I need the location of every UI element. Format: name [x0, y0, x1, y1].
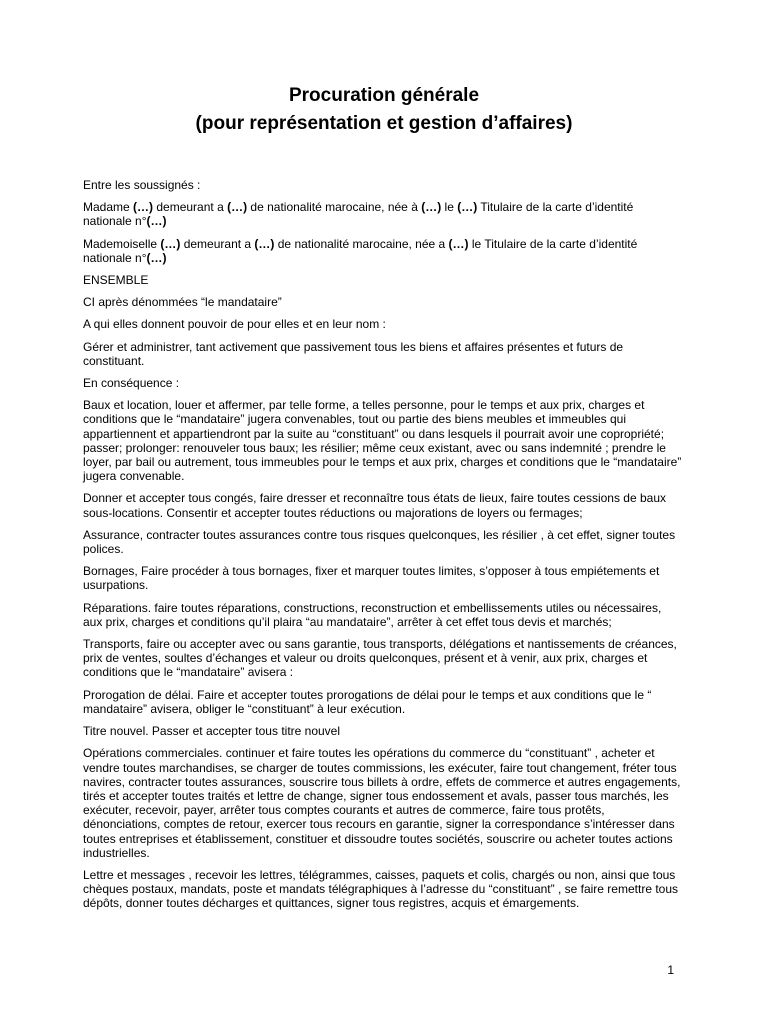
- text-span: demeurant a: [180, 236, 255, 251]
- placeholder-field: (…): [457, 200, 478, 215]
- paragraph-bornages: Bornages, Faire procéder à tous bornages, fixer et marquer toutes limites, s’opposer à tous empiétements et usurpations.: [83, 564, 660, 593]
- placeholder-field: (…): [448, 236, 469, 251]
- text-span: de nationalité marocaine, née a: [274, 236, 449, 251]
- paragraph-prorogation: Prorogation de délai. Faire et accepter toutes prorogations de délai pour le temps et aux conditions que le “ mandataire” avisera, obliger le “constituant” à leur exécution.: [83, 687, 652, 716]
- text-span: de nationalité marocaine, née à: [247, 200, 422, 215]
- placeholder-field: (…): [146, 214, 167, 229]
- placeholder-field: (…): [133, 200, 154, 215]
- paragraph-ensemble: ENSEMBLE: [83, 273, 149, 288]
- text-span: Titulaire de la carte d’identité nationale n°: [83, 200, 634, 229]
- paragraph-baux: Baux et location, louer et affermer, par telle forme, a telles personne, pour le temps et aux prix, charges et conditions que le “mandataire” jugera convenables, tout ou partie des biens meubles et immeubles qui appartiennent et appartiendront par la suite au “constituant” ou dans lesquels il pourrait avoir une copropriété; passer; prolonger: renouveler tous baux; les résilier; même ceux existant, avec ou sans indemnité ; prendre le loyer, par bail ou autrement, tous immeubles pour le temps et aux prix, charges et conditions que le “mandataire” jugera convenable.: [83, 398, 682, 484]
- placeholder-field: (…): [254, 236, 275, 251]
- placeholder-field: (…): [146, 250, 167, 265]
- document-subtitle: (pour représentation et gestion d’affaires): [195, 113, 573, 134]
- paragraph-assurance: Assurance, contracter toutes assurances contre tous risques quelconques, les résilier , à cet effet, signer toutes polices.: [83, 527, 676, 557]
- text-span: Mademoiselle: [83, 236, 161, 251]
- paragraph-mademoiselle: [83, 237, 683, 265]
- text-span: le Titulaire de la carte d’identité nationale n°: [83, 236, 638, 265]
- paragraph-en-consequence: En conséquence :: [83, 376, 180, 391]
- text-span: Madame: [83, 200, 134, 215]
- placeholder-field: (…): [227, 200, 248, 215]
- page-number: 1: [667, 963, 674, 977]
- paragraph-reparations: Réparations. faire toutes réparations, constructions, reconstruction et embellissements utiles ou nécessaires, aux prix, charges et conditions qu’il plaira “au mandataire”, arrêter à cet effet tous devis et marchés;: [83, 600, 662, 629]
- text-span: demeurant a: [153, 200, 228, 215]
- paragraph-a-qui: A qui elles donnent pouvoir de pour elles et en leur nom :: [83, 317, 386, 332]
- paragraph-lettres: Lettre et messages , recevoir les lettres, télégrammes, caisses, paquets et colis, chargés ou non, ainsi que tous chèques postaux, mandats, poste et mandats télégraphiques à l’adresse du “constituant” , se faire remettre tous dépôts, donner toutes décharges et quittances, signer tous registres, acquis et émargements.: [83, 867, 679, 911]
- paragraph-operations: Opérations commerciales. continuer et faire toutes les opérations du commerce du “constituant” , acheter et vendre toutes marchandises, se charger de toutes commissions, les exécuter, faire tout changement, fréter tous navires, contracter toutes assurances, souscrire tous billets à ordre, effets de commerce et autres engagements, tirés et accepter toutes traités et lettre de change, signer tous endossement et avals, passer tous marchés, les exécuter, recevoir, payer, arrêter tous comptes courants et autres de commerce, faire tous protêts, dénonciations, comptes de retour, exercer tous recours en garantie, signer la correspondance s’intéresser dans toutes entreprises et établissement, constituer et dissoudre toutes sociétés, souscrire ou acheter toutes actions industrielles.: [83, 746, 681, 860]
- paragraph-madame: [83, 200, 683, 228]
- placeholder-field: (…): [160, 236, 181, 251]
- document-body: [83, 178, 683, 919]
- paragraph-titre-nouvel: Titre nouvel. Passer et accepter tous titre nouvel: [83, 724, 341, 739]
- paragraph-ci-apres: CI après dénommées “le mandataire”: [83, 295, 282, 310]
- document-title: Procuration générale: [288, 85, 480, 106]
- paragraph-conges: Donner et accepter tous congés, faire dresser et reconnaître tous états de lieux, faire toutes cessions de baux sous-locations. Consentir et accepter toutes réductions ou majorations de loyers ou fermages;: [83, 491, 666, 520]
- text-span: le: [441, 200, 458, 215]
- placeholder-field: (…): [421, 200, 442, 215]
- paragraph-transports: Transports, faire ou accepter avec ou sans garantie, tous transports, délégations et nantissements de créances, prix de ventes, soultes d’échanges et valeur ou droits quelconques, présent et à venir, aux prix, charges et conditions que le “mandataire” avisera :: [83, 637, 677, 680]
- paragraph-gerer: Gérer et administrer, tant activement que passivement tous les biens et affaires présentes et futurs de constituant.: [83, 339, 624, 368]
- paragraph-intro: Entre les soussignés :: [83, 178, 201, 192]
- title-block: [0, 82, 768, 138]
